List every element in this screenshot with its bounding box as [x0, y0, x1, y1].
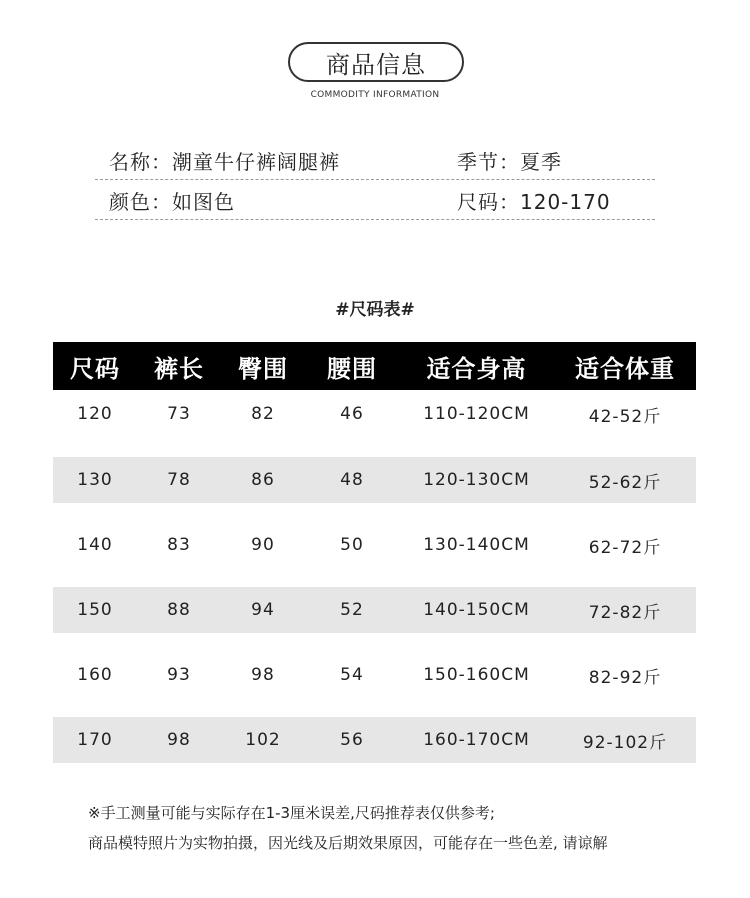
cell-height: 140-150CM — [423, 600, 530, 620]
cell-weight: 82-92斤 — [588, 667, 662, 688]
cell-pants-length: 88 — [167, 600, 191, 620]
cell-waist: 52 — [340, 600, 364, 620]
measurement-note: ※手工测量可能与实际存在1-3厘米误差,尺码推荐表仅供参考; — [88, 804, 495, 822]
table-row — [53, 457, 696, 503]
cell-waist: 50 — [340, 535, 364, 555]
column-header-hip: 臀围 — [238, 354, 288, 383]
color-disclaimer-note: 商品模特照片为实物拍摄，因光线及后期效果原因，可能存在一些色差, 请谅解 — [88, 834, 608, 852]
cell-waist: 46 — [340, 404, 364, 424]
table-row — [53, 522, 696, 568]
size-chart-table — [53, 342, 696, 763]
cell-hip: 94 — [251, 600, 275, 620]
table-row — [53, 587, 696, 633]
cell-size: 170 — [77, 730, 113, 750]
table-row — [53, 652, 696, 698]
section-title: 商品信息 — [288, 42, 464, 82]
column-header-size: 尺码 — [70, 354, 120, 383]
cell-weight: 72-82斤 — [588, 602, 662, 623]
cell-pants-length: 73 — [167, 404, 191, 424]
cell-pants-length: 93 — [167, 665, 191, 685]
cell-waist: 54 — [340, 665, 364, 685]
cell-weight: 52-62斤 — [588, 472, 662, 493]
product-color: 颜色：如图色 — [109, 190, 235, 214]
cell-height: 110-120CM — [423, 404, 530, 424]
cell-weight: 92-102斤 — [582, 732, 668, 753]
section-subtitle: COMMODITY INFORMATION — [310, 90, 440, 100]
product-season: 季节：夏季 — [457, 150, 562, 174]
column-header-waist: 腰围 — [327, 354, 377, 383]
size-chart-heading: #尺码表# — [335, 300, 415, 320]
cell-hip: 98 — [251, 665, 275, 685]
cell-pants-length: 78 — [167, 470, 191, 490]
cell-size: 120 — [77, 404, 113, 424]
cell-hip: 86 — [251, 470, 275, 490]
cell-pants-length: 98 — [167, 730, 191, 750]
table-row — [53, 717, 696, 763]
cell-height: 160-170CM — [423, 730, 530, 750]
info-row-1 — [95, 138, 655, 180]
column-header-pants-length: 裤长 — [154, 354, 204, 383]
table-row — [53, 390, 696, 438]
cell-hip: 102 — [245, 730, 281, 750]
cell-hip: 82 — [251, 404, 275, 424]
column-header-weight: 适合体重 — [575, 354, 675, 383]
cell-size: 140 — [77, 535, 113, 555]
cell-waist: 56 — [340, 730, 364, 750]
cell-size: 150 — [77, 600, 113, 620]
cell-size: 160 — [77, 665, 113, 685]
cell-height: 120-130CM — [423, 470, 530, 490]
cell-height: 150-160CM — [423, 665, 530, 685]
product-name: 名称：潮童牛仔裤阔腿裤 — [109, 150, 340, 174]
cell-size: 130 — [77, 470, 113, 490]
cell-pants-length: 83 — [167, 535, 191, 555]
cell-weight: 42-52斤 — [588, 406, 662, 427]
info-row-2 — [95, 178, 655, 220]
product-size-range: 尺码：120-170 — [457, 190, 611, 214]
cell-waist: 48 — [340, 470, 364, 490]
table-header-row — [53, 342, 696, 390]
cell-height: 130-140CM — [423, 535, 530, 555]
column-header-height: 适合身高 — [426, 354, 527, 383]
cell-weight: 62-72斤 — [588, 537, 662, 558]
cell-hip: 90 — [251, 535, 275, 555]
